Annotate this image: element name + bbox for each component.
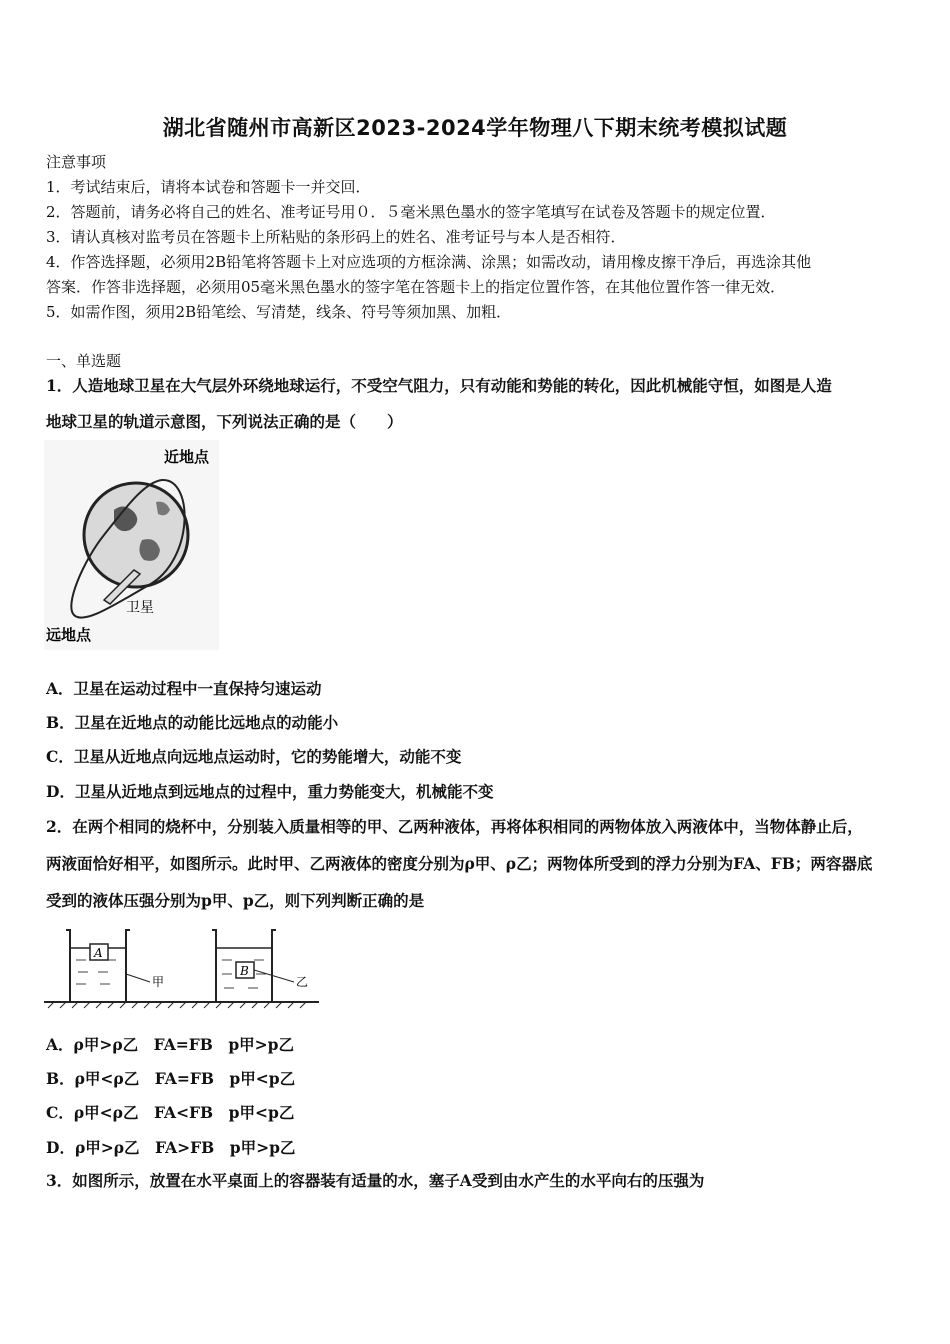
- beaker-a: [66, 930, 130, 1002]
- notice-item: 5．如需作图，须用2B铅笔绘、写清楚，线条、符号等须加黑、加粗．: [46, 303, 512, 321]
- satellite-orbit-figure: [44, 440, 219, 650]
- block-b-label: B: [240, 964, 249, 978]
- liquid-b-label: 乙: [296, 975, 309, 989]
- notice-heading: 注意事项: [46, 153, 107, 171]
- beakers-figure: [44, 924, 324, 1010]
- question-1-option-d: D．卫星从近地点到远地点的过程中，重力势能变大，机械能不变: [46, 782, 494, 801]
- question-1-text: 地球卫星的轨道示意图，下列说法正确的是（ ）: [46, 412, 403, 431]
- question-1-option-b: B．卫星在近地点的动能比远地点的动能小: [46, 713, 339, 732]
- question-1-option-c: C．卫星从近地点向远地点运动时，它的势能增大，动能不变: [46, 747, 462, 766]
- question-2-option-c: C．ρ甲<ρ乙 FA<FB p甲<p乙: [46, 1103, 295, 1122]
- perigee-label: 近地点: [164, 448, 210, 466]
- notice-item: 2．答题前，请务必将自己的姓名、准考证号用０．５毫米黑色墨水的签字笔填写在试卷及答题卡的规定位置．: [46, 203, 776, 221]
- liquid-a-dashes: [76, 960, 116, 984]
- satellite-label: 卫星: [126, 600, 154, 616]
- notice-item: 1．考试结束后，请将本试卷和答题卡一并交回．: [46, 178, 371, 196]
- question-1-option-a: A．卫星在运动过程中一直保持匀速运动: [46, 679, 322, 698]
- question-2-option-b: B．ρ甲<ρ乙 FA=FB p甲<p乙: [46, 1069, 296, 1088]
- question-3-text: 3．如图所示，放置在水平桌面上的容器装有适量的水，塞子A受到由水产生的水平向右的压强为: [46, 1171, 705, 1190]
- question-2-text: 两液面恰好相平，如图所示。此时甲、乙两液体的密度分别为ρ甲、ρ乙；两物体所受到的浮力分别为FA、FB；两容器底: [46, 854, 873, 873]
- liquid-a-label: 甲: [152, 975, 165, 989]
- question-2-text: 2．在两个相同的烧杯中，分别装入质量相等的甲、乙两种液体，再将体积相同的两物体放入两液体中，当物体静止后，: [46, 817, 863, 836]
- notice-item: 3．请认真核对监考员在答题卡上所粘贴的条形码上的姓名、准考证号与本人是否相符．: [46, 228, 626, 246]
- apogee-label: 远地点: [46, 626, 92, 644]
- leader-line-b: [254, 970, 294, 982]
- question-2-text: 受到的液体压强分别为p甲、p乙，则下列判断正确的是: [46, 891, 425, 910]
- leader-line-a: [126, 974, 150, 982]
- block-a-label: A: [94, 946, 103, 960]
- notice-item: 答案．作答非选择题，必须用05毫米黑色墨水的签字笔在答题卡上的指定位置作答，在其他位置作答一律无效．: [46, 278, 786, 296]
- section-heading: 一、单选题: [46, 352, 122, 370]
- question-2-option-d: D．ρ甲>ρ乙 FA>FB p甲>p乙: [46, 1138, 296, 1157]
- page-title: 湖北省随州市高新区2023-2024学年物理八下期末统考模拟试题: [162, 116, 788, 140]
- notice-item: 4．作答选择题，必须用2B铅笔将答题卡上对应选项的方框涂满、涂黑；如需改动，请用橡皮擦干净后，再选涂其他: [46, 253, 812, 271]
- question-2-option-a: A．ρ甲>ρ乙 FA=FB p甲>p乙: [46, 1035, 295, 1054]
- question-1-text: 1．人造地球卫星在大气层外环绕地球运行，不受空气阻力，只有动能和势能的转化，因此机械能守恒，如图是人造: [46, 376, 832, 395]
